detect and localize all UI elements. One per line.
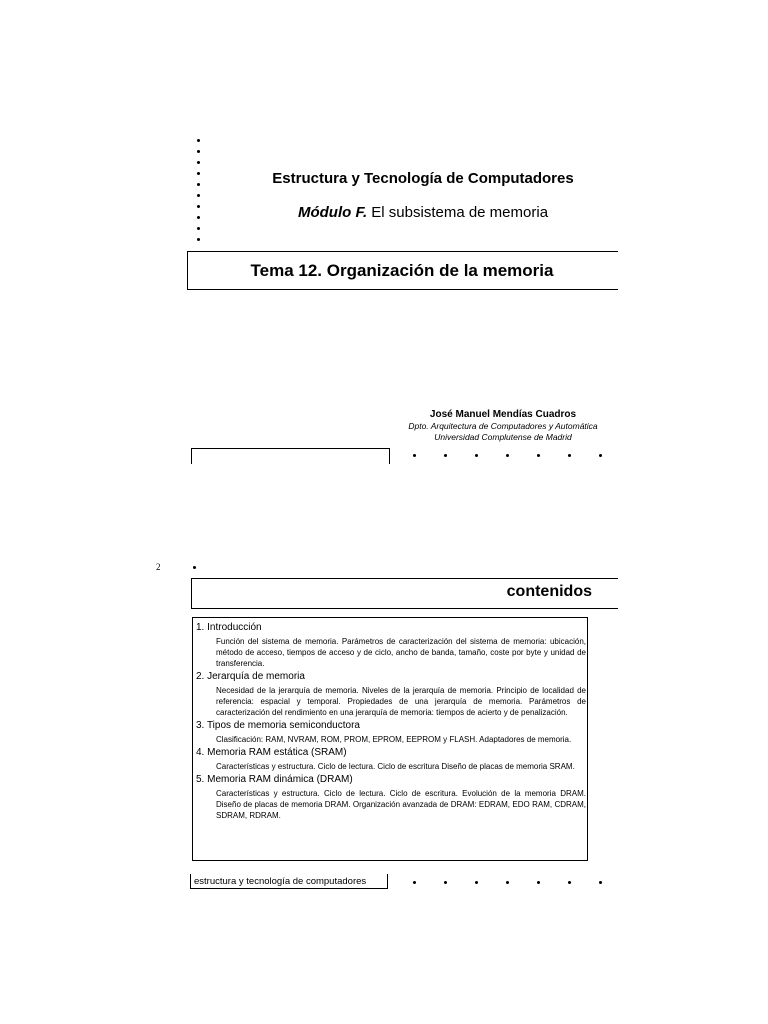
- cover-dot-row: [413, 454, 603, 458]
- list-item-heading: 5. Memoria RAM dinámica (DRAM): [196, 774, 353, 785]
- list-item-heading: 4. Memoria RAM estática (SRAM): [196, 747, 347, 758]
- footer-label: estructura y tecnología de computadores: [194, 876, 367, 887]
- list-item-heading: 3. Tipos de memoria semiconductora: [196, 720, 360, 731]
- vertical-dot-column: [197, 139, 201, 245]
- contents-list: [196, 620, 586, 822]
- module-title: El subsistema de memoria: [371, 204, 549, 221]
- list-item-description: Clasificación: RAM, NVRAM, ROM, PROM, EPROM, EEPROM y FLASH. Adaptadores de memoria.: [216, 735, 572, 744]
- cover-footer-frame: [191, 448, 390, 464]
- list-item-description: Función del sistema de memoria. Parámetros de caracterización del sistema de memoria: ubicación, método de acceso, tiempos de acceso y de ciclo, ancho de banda, tamaño, coste por byte y unidad de transferencia.: [216, 637, 586, 668]
- list-item-description: Características y estructura. Ciclo de lectura. Ciclo de escritura Diseño de placas de memoria SRAM.: [216, 762, 575, 771]
- module-line: [190, 204, 656, 221]
- list-item-heading: 1. Introducción: [196, 622, 262, 633]
- course-title: Estructura y Tecnología de Computadores: [272, 170, 574, 187]
- list-item-description: Características y estructura. Ciclo de lectura. Ciclo de escritura. Evolución de la memoria DRAM. Diseño de placas de memoria DRAM. Organización avanzada de DRAM: EDRAM, EDO RAM, CDRAM, SDRAM, RDRAM.: [216, 789, 586, 820]
- tema-title: Tema 12. Organización de la memoria: [250, 261, 554, 280]
- affiliation: [380, 421, 626, 443]
- department: Dpto. Arquitectura de Computadores y Automática: [408, 421, 598, 431]
- page-number: 2: [156, 562, 161, 572]
- author-name: José Manuel Mendías Cuadros: [429, 409, 577, 420]
- list-item-description: Necesidad de la jerarquía de memoria. Niveles de la jerarquía de memoria. Principio de localidad de referencia: espacial y temporal. Propiedades de una jerarquía de memoria. Parámetros de caracterización del rendimiento en una jerarquía de memoria: tiempos de acierto y de penalización.: [216, 686, 586, 717]
- footer-dot-row: [413, 881, 603, 885]
- university: Universidad Complutense de Madrid: [434, 432, 572, 442]
- bullet-marker: [193, 566, 196, 569]
- contents-title: contenidos: [506, 583, 592, 600]
- list-item-heading: 2. Jerarquía de memoria: [196, 671, 305, 682]
- module-label: Módulo F.: [297, 204, 368, 221]
